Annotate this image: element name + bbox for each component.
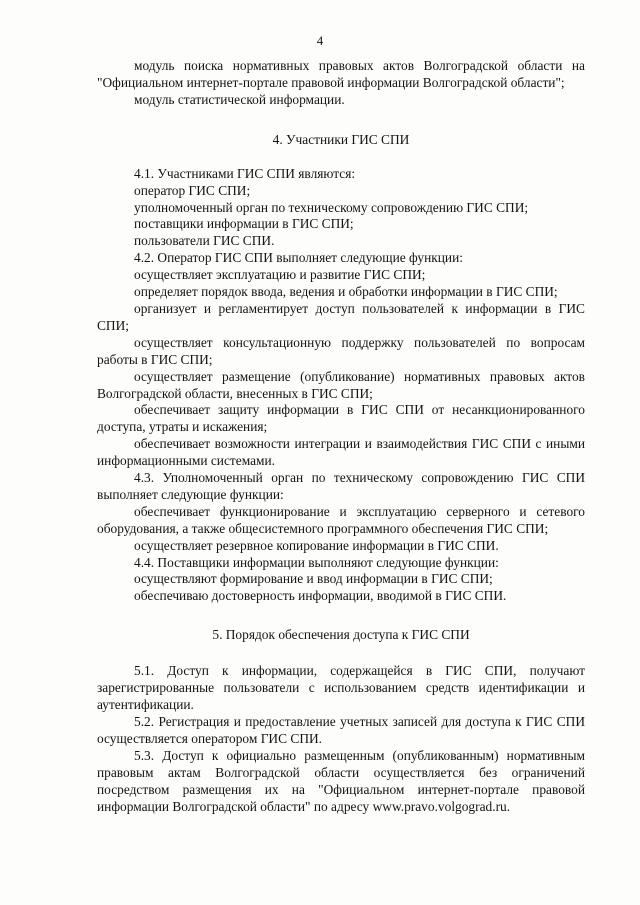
paragraph: осуществляет размещение (опубликование) нормативных правовых актов Волгоградской области, внесенных в ГИС СПИ; [97,368,585,401]
paragraph: модуль поиска нормативных правовых актов Волгоградской области на "Официальном интернет-портале правовой информации Волгоградской области"; [97,58,585,90]
paragraph: осуществляет эксплуатацию и развитие ГИС СПИ; [134,267,426,283]
document-body [97,58,585,815]
paragraph: 4.4. Поставщики информации выполняют следующие функции: [134,554,499,570]
paragraph: 4.3. Уполномоченный орган по техническому сопровождению ГИС СПИ выполняет следующие функции: [97,470,585,502]
paragraph: 5.3. Доступ к официально размещенным (опубликованным) нормативным правовым актам Волгоградской области осуществляется без ограничений посредством размещения их на "Официальном интернет-портале правовой информации Волгоградской области" по адресу www.pravo.volgograd.ru. [97,747,585,814]
paragraph: обеспечивает возможности интеграции и взаимодействия ГИС СПИ с иными информационными системами. [97,436,585,469]
section-heading: 4. Участники ГИС СПИ [272,131,410,147]
paragraph: 5.1. Доступ к информации, содержащейся в ГИС СПИ, получают зарегистрированные пользователи с использованием средств идентификации и аутентификации. [97,663,585,713]
page-number: 4 [316,33,324,48]
paragraph: 4.2. Оператор ГИС СПИ выполняет следующие функции: [134,250,463,266]
paragraph: оператор ГИС СПИ; [134,182,251,198]
paragraph: организует и регламентирует доступ пользователей к информации в ГИС СПИ; [97,300,585,333]
paragraph: обеспечивает защиту информации в ГИС СПИ от несанкционированного доступа, утраты и искажения; [97,402,585,435]
paragraph: пользователи ГИС СПИ. [134,233,275,249]
section-heading: 5. Порядок обеспечения доступа к ГИС СПИ [212,627,470,643]
paragraph: уполномоченный орган по техническому сопровождению ГИС СПИ; [134,199,529,215]
paragraph: определяет порядок ввода, ведения и обработки информации в ГИС СПИ; [134,284,558,300]
paragraph: обеспечивает функционирование и эксплуатацию серверного и сетевого оборудования, а также общесистемного программного обеспечения ГИС СПИ; [97,503,585,536]
paragraph: осуществляет консультационную поддержку пользователей по вопросам работы в ГИС СПИ; [97,334,585,367]
paragraph: поставщики информации в ГИС СПИ; [134,216,354,232]
paragraph: осуществляют формирование и ввод информации в ГИС СПИ; [134,571,493,587]
paragraph: 5.2. Регистрация и предоставление учетных записей для доступа к ГИС СПИ осуществляется оператором ГИС СПИ. [97,714,585,746]
paragraph: 4.1. Участниками ГИС СПИ являются: [134,165,356,181]
paragraph: осуществляет резервное копирование информации в ГИС СПИ. [134,537,499,553]
paragraph: обеспечиваю достоверность информации, вводимой в ГИС СПИ. [134,588,507,604]
paragraph: модуль статистической информации. [134,91,345,107]
